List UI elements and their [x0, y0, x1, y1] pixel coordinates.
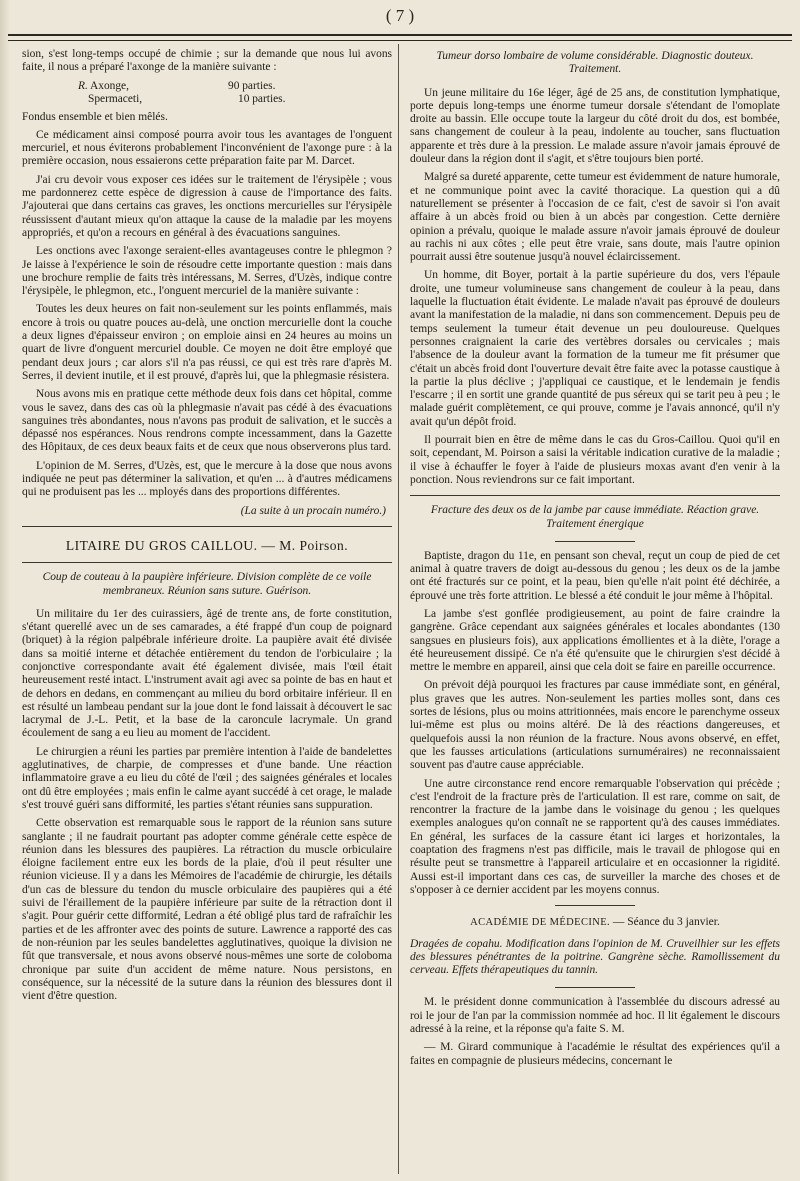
recipe-symbol: R. — [78, 79, 88, 92]
article-title: Tumeur dorso lombaire de volume considérable. Diagnostic douteux. Traitement. — [436, 50, 754, 76]
section-rule — [410, 495, 780, 496]
recipe-amount: 90 parties. — [228, 79, 276, 92]
short-rule — [555, 905, 635, 906]
paragraph: — M. Girard communique à l'académie le résultat des expériences qu'il a faites en compagnie de plusieurs médecins, concernant le — [410, 1041, 780, 1067]
header-rule — [8, 34, 792, 41]
article-title: Coup de couteau à la paupière inférieure. Division complète de ce voile membraneux. Réunion sans suture. Guérison. — [42, 571, 372, 597]
paragraph: Baptiste, dragon du 11e, en pensant son cheval, reçut un coup de pied de cet animal à quatre travers de doigt au-dessous du genou ; les deux os de la jambe ont été fracturés sur ce point, et la peau, bien qu'elle n'ait point été déchirée, a éprouvé une très forte attrition. Le blessé a été conduit le jour même à l'hôpital. — [410, 549, 780, 602]
paragraph: Malgré sa dureté apparente, cette tumeur est évidemment de nature humorale, et ne communique point avec la cavité thoracique. La question qui a dû naturellement se présenter à l'occasion de ce fait, c'est de savoir si l'on avait affaire à un abcès froid ou bien à un abcès par congestion. Cette dernière opinion a prévalu, quoique le malade assure n'avoir jamais éprouvé de douleur au rachis ni aux côtes ; elle peut être vraie, sans doute, mais l'autre opinion pourrait aussi être soutenue jusqu'à nouvel éclaircissement. — [410, 171, 780, 264]
recipe-amount: 10 parties. — [238, 93, 286, 106]
paragraph: Un homme, dit Boyer, portait à la partie supérieure du dos, vers l'épaule droite, une tumeur volumineuse sans changement de couleur à la peau, dans laquelle la fluctuation était évidente. Le malade n'avait pas éprouvé de douleurs avant la manifestation de la maladie, ni dans son commencement. Depuis peu de temps seulement la tumeur était devenue un peu douloureuse. Quelques personnes craignaient la carie des vertèbres dorsales ou cervicales ; mais l'absence de la douleur avant la formation de la tumeur me fit présumer que c'était un abcès froid dont l'ouverture devait être faite avec la potasse caustique à la partie la plus déclive ; j'appliquai ce caustique, et le lendemain je fendis l'escarre ; il en sortit une grande quantité de pus séreux qui se tarit peu à peu ; le malade guérit complètement, ce qui prouve, comme je l'avais annoncé, qu'il n'y avait qu'un dépôt froid. — [410, 269, 780, 428]
paragraph: Les onctions avec l'axonge seraient-elles avantageuses contre le phlegmon ? Je laisse à l'expérience le soin de résoudre cette importante question : mais dans une brochure remplie de faits très intéressans, M. Serres, d'Uzès, indique contre l'érysipèle, le phlegmon, etc., l'onguent mercuriel de la manière suivante : — [22, 245, 392, 298]
column-divider — [398, 44, 399, 1174]
recipe-item: Spermaceti, — [88, 93, 143, 106]
recipe-ingredient — [78, 80, 228, 94]
paragraph: Cette observation est remarquable sous le rapport de la réunion sans suture sanglante ; il ne faudrait pourtant pas adopter comme générale cette espèce de réunion dans les blessures des paupières. La rétraction du muscle orbiculaire éloigne facilement entre eux les bords de la plaie, d'où il peut résulter une réunion vicieuse. Il y a dans les Mémoires de l'académie de chirurgie, les détails d'un cas de blessure du tendon du muscle orbiculaire des paupières qui a été suivi de l'éraillement de la paupière inférieure par suite de la rétraction dont il s'agit. Pour guérir cette difformité, Ledran a été obligé plus tard de rafraîchir les parties et de les affronter avec des points de suture. Lawrence a rapporté des cas de non-réunion par les seules bandelettes agglutinatives, quoique la division ne fût que transversale, et nous avons observé nous-mêmes une sorte de coloboma chronique par suite d'un accident de même nature. Nous persistons, en conséquence, sur la nécessité de la suture dans la réunion des blessures dont il vient d'être question. — [22, 817, 392, 1003]
article-title: Fracture des deux os de la jambe par cause immédiate. Réaction grave. Traitement énergique — [430, 504, 760, 530]
paragraph: Nous avons mis en pratique cette méthode deux fois dans cet hôpital, comme vous le savez, dans des cas où la phlegmasie n'avait pas cédé à des évacuations sanguines très abondantes, nous n'avons pas produit de salivation, et le succès a dépassé nos espérances. Nous rendrons compte incessamment, dans la Gazette des Hôpitaux, de ces deux beaux faits et de ceux que nous observerons plus tard. — [22, 388, 392, 454]
paragraph: Une autre circonstance rend encore remarquable l'observation qui précède ; c'est l'endroit de la fracture près de l'articulation. Il est rare, comme on sait, de rencontrer la fracture de la jambe dans le voisinage du genou ; les quelques exemples analogues qu'on connaît ne se rapportent qu'à des causes immédiates. En général, les surfaces de la cassure étant ici larges et horizontales, la coaptation des fragmens n'est pas difficile, mais le travail de phlogose qui en résulte peut se transmettre à l'appareil articulaire et en occasionner la rigidité. Aussi est-il important dans ces cas, de surveiller la marche des choses et de s'opposer à ce dernier accident par les moyens connus. — [410, 777, 780, 896]
paragraph: M. le président donne communication à l'assemblée du discours adressé au roi le jour de l'an par la commission nommée ad hoc. Il lit également le discours adressé à la reine, et la réponse qu'a faite S. M. — [410, 996, 780, 1035]
paragraph: L'opinion de M. Serres, d'Uzès, est, que le mercure à la dose que nous avons indiquée ne peut pas déterminer la salivation, et qu'en ... à d'autres médicamens qui ne produisent pas les ... mployés dans des proportions différentes. — [22, 459, 392, 499]
page-number: ( 7 ) — [385, 6, 415, 25]
academy-heading — [410, 916, 780, 929]
paragraph: J'ai cru devoir vous exposer ces idées sur le traitement de l'érysipèle ; vous me pardonnerez cette espèce de digression à cause de l'importance des faits. J'ajouterai que dans certains cas graves, les onctions mercurielles sur l'érysipèle réussissent d'autant mieux qu'on attaque la cause de la maladie par les moyens appropriés, et qu'on a recours en général à des évacuations sanguines. — [22, 173, 392, 239]
left-column — [22, 48, 392, 1173]
section-title: LITAIRE DU GROS CAILLOU. — M. Poirson. — [65, 537, 349, 553]
paragraph: Un militaire du 1er des cuirassiers, âgé de trente ans, de forte constitution, s'étant querellé avec un de ses camarades, a été frappé d'un coup de poignard (briquet) à la région palpébrale inférieure droite. La paupière avait été divisée dans sa moitié interne et détachée entièrement du tendon de l'orbiculaire ; la conjonctive correspondante avait été également divisée, mais l'œil était heureusement resté intact. L'instrument avait agi avec sa pointe de bas en haut et de dehors en dedans, en commençant au milieu du bord orbitaire inférieur. Il en est résulté un lambeau pendant sur la joue dont le fond laissait à découvert le sac lacrymal de J.-L. Petit, et la base de la caroncule lacrymale. Un grand écoulement de sang a eu lieu au moment de l'accident. — [22, 607, 392, 740]
page-edge-shadow — [0, 0, 10, 1181]
right-column — [410, 48, 780, 1173]
short-rule — [555, 541, 635, 542]
academy-name: ACADÉMIE DE MÉDECINE. — [470, 917, 611, 929]
recipe-instruction: Fondus ensemble et bien mêlés. — [22, 110, 168, 123]
continued-note: (La suite à un procain numéro.) — [240, 504, 386, 517]
paragraph: Un jeune militaire du 16e léger, âgé de 25 ans, de constitution lymphatique, porte depuis long-temps une énorme tumeur dorsale s'étendant de l'omoplate droite au bassin. Elle occupe toute la largeur du côté droit du dos, est bombée, sans changement de couleur à la peau, indolente au toucher, sans fluctuation apparente et très dure à la pression. Le malade assure n'avoir jamais éprouvé de douleur dans la région dont il s'agit, et s'être toujours bien porté. — [410, 86, 780, 166]
paragraph: Le chirurgien a réuni les parties par première intention à l'aide de bandelettes agglutinatives, de charpie, de compresses et d'une bande. Une réaction inflammatoire grave a eu lieu du côté de l'œil ; des saignées générales et locales ont dû être employées ; mais enfin le calme ayant succédé à cet orage, le malade s'est trouvé guéri sans difformité, les parties s'étant réunies sans suppuration. — [22, 745, 392, 811]
seance-summary: Dragées de copahu. Modification dans l'opinion de M. Cruveilhier sur les effets des blessures pénétrantes de la poitrine. Gangrène sèche. Ramollissement du cerveau. Effets thérapeutiques du tannin. — [410, 937, 780, 977]
paragraph: Il pourrait bien en être de même dans le cas du Gros-Caillou. Quoi qu'il en soit, cependant, M. Poirson a saisi la véritable indication curative de la maladie ; il vise à échauffer le foyer à l'aide de plusieurs moxas avant d'en venir à la ponction. Nous reviendrons sur ce fait important. — [410, 434, 780, 486]
short-rule — [555, 987, 635, 988]
section-rule — [22, 526, 392, 527]
seance-date: — Séance du 3 janvier. — [612, 916, 720, 929]
paragraph: sion, s'est long-temps occupé de chimie ; sur la demande que nous lui avons faite, il nous a préparé l'axonge de la manière suivante : — [22, 48, 392, 74]
paragraph: On prévoit déjà pourquoi les fractures par cause immédiate sont, en général, plus graves que les autres. Non-seulement les parties molles sont, dans ces sortes de lésions, plus ou moins attritionnées, mais encore le parenchyme osseux lui-même est plus ou moins altéré. De là des réactions dangereuses, et quelquefois aussi la non réunion de la fracture. Nous avons observé, en effet, que les fausses articulations (articulations surnuméraires) ne reconnaissaient souvent pas d'autre cause appréciable. — [410, 679, 780, 772]
recipe — [78, 80, 392, 107]
paragraph: Toutes les deux heures on fait non-seulement sur les points enflammés, mais encore à trois ou quatre pouces au-delà, une onction mercurielle dont la couche a deux lignes d'épaisseur environ ; on emploie ainsi en 24 heures au moins un quart de livre d'onguent mercuriel double. Ce moyen ne doit être employé que pendant deux jours ; car alors s'il n'a pas réussi, ce qui est très rare d'après M. Serres, il devient inutile, et il est prouvé, d'après lui, que la phlegmasie résistera. — [22, 303, 392, 382]
section-rule — [22, 562, 392, 563]
paragraph: La jambe s'est gonflée prodigieusement, au point de faire craindre la gangrène. Grâce cependant aux saignées générales et locales abondantes (130 sangsues en plusieurs fois), aux applications émollientes et à la diète, l'orage a été heureusement dissipé. Ce n'a été qu'ensuite que le chirurgien s'est décidé à mettre le membre en appareil, ainsi que cela doit se faire en pareille occurrence. — [410, 607, 780, 674]
recipe-item: Axonge, — [90, 79, 129, 92]
paragraph: Ce médicament ainsi composé pourra avoir tous les avantages de l'onguent mercuriel, et nous éviterons probablement l'inconvénient de l'axonge pure : à la première occasion, nous essaierons cette préparation faite par M. Darcet. — [22, 128, 392, 168]
